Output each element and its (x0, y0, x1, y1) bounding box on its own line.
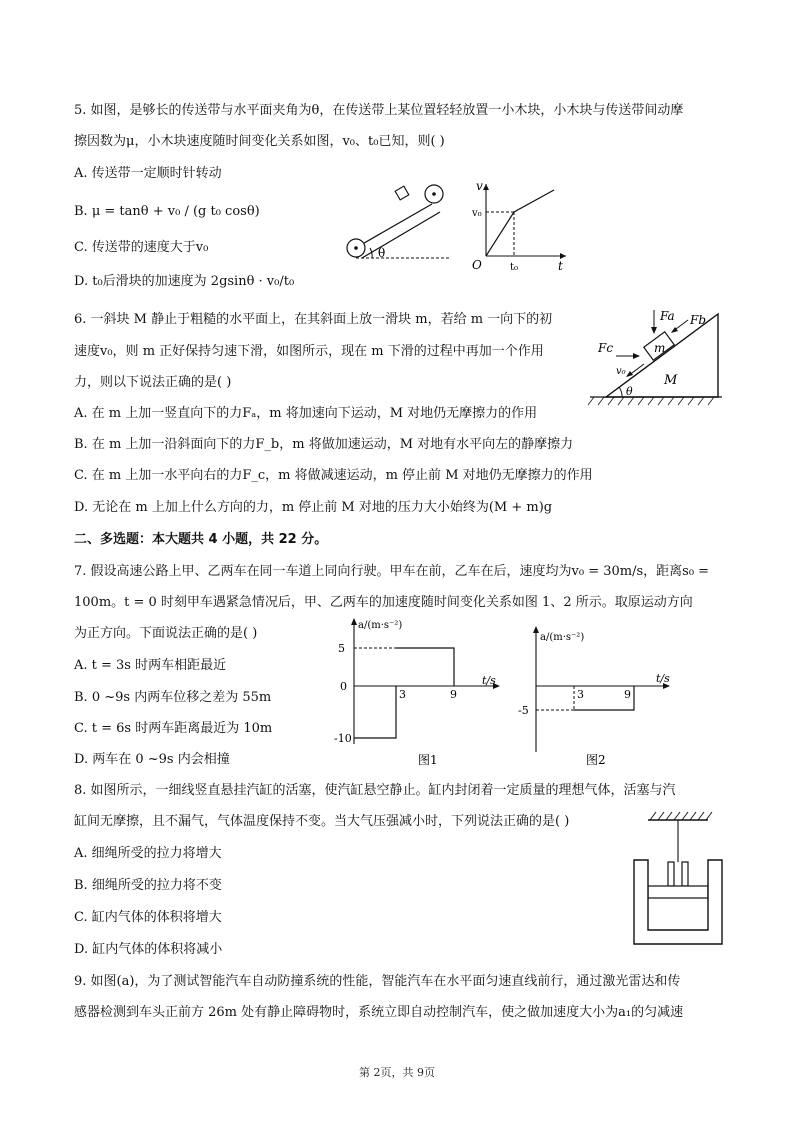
page-footer: 第 2页，共 9页 (359, 1066, 435, 1079)
q7-stem-line3: 为正方向。下面说法正确的是( ) (74, 626, 258, 641)
q7-fig2-xlabel: t/s (656, 672, 670, 685)
q6-stem-line2: 速度v₀，则 m 正好保持匀速下滑，如图所示，现在 m 下滑的过程中再加一个作用 (74, 344, 544, 359)
q7-fig1-x9: 9 (450, 688, 457, 701)
q6-fig-fb: Fb (690, 313, 707, 327)
q7-fig1-ylabel: a/(m·s⁻²) (358, 620, 403, 631)
section-heading-multiple-choice: 二、多选题：本大题共 4 小题，共 22 分。 (74, 532, 328, 547)
q5-stem-line1: 5. 如图，是够长的传送带与水平面夹角为θ，在传送带上某位置轻轻放置一小木块，小木块与传送带间动摩 (74, 103, 684, 118)
q5-graph-xlabel: t (558, 259, 563, 273)
q5-graph-v0: v₀ (472, 208, 482, 219)
q8-cylinder-figure (628, 810, 724, 948)
q7-option-d: D. 两车在 0 ~9s 内会相撞 (74, 752, 230, 767)
q8-stem-line1: 8. 如图所示，一细线竖直悬挂汽缸的活塞，使汽缸悬空静止。缸内封闭着一定质量的理想气体，活塞与汽 (74, 783, 676, 798)
q7-option-c: C. t = 6s 时两车距离最近为 10m (74, 721, 273, 736)
q8-stem-line2: 缸间无摩擦，且不漏气，气体温度保持不变。当大气压强减小时，下列说法正确的是( ) (74, 814, 570, 829)
q8-option-b: B. 细绳所受的拉力将不变 (74, 878, 222, 893)
q5-vt-graph (466, 178, 576, 273)
q7-option-a: A. t = 3s 时两车相距最近 (74, 658, 227, 673)
q7-fig1-x3: 3 (399, 688, 406, 701)
q7-fig1-y-zero: 0 (340, 680, 347, 693)
q5-stem-line2: 擦因数为μ，小木块速度随时间变化关系如图，v₀、t₀已知，则( ) (74, 134, 445, 149)
q7-fig2-ylabel: a/(m·s⁻²) (540, 632, 585, 643)
q6-fig-v0: v₀ (616, 366, 626, 377)
q8-option-c: C. 缸内气体的体积将增大 (74, 910, 222, 925)
q6-fig-m: m (654, 341, 666, 355)
q7-fig1-caption: 图1 (418, 753, 438, 767)
q6-fig-fc: Fc (598, 341, 614, 355)
q7-option-b: B. 0 ~9s 内两车位移之差为 55m (74, 690, 272, 705)
q5-option-b: B. μ = tanθ + v₀ / (g t₀ cosθ) (74, 204, 260, 219)
q6-fig-theta: θ (626, 385, 633, 398)
q7-fig1-y-neg: -10 (334, 732, 352, 745)
q7-stem-line1: 7. 假设高速公路上甲、乙两车在同一车道上同向行驶。甲车在前，乙车在后，速度均为v₀ = 30m/s，距离s₀ = (74, 564, 710, 579)
q6-fig-fa: Fa (660, 309, 675, 323)
q8-option-d: D. 缸内气体的体积将减小 (74, 942, 223, 957)
q5-option-d: D. t₀后滑块的加速度为 2gsinθ · v₀/t₀ (74, 274, 295, 289)
q6-incline-figure (586, 302, 726, 410)
q5-option-c: C. 传送带的速度大于v₀ (74, 240, 209, 255)
q7-fig1-y-pos: 5 (338, 642, 345, 655)
q9-stem-line1: 9. 如图(a)，为了测试智能汽车自动防撞系统的性能，智能汽车在水平面匀速直线前行，通过激光雷达和传 (74, 974, 681, 989)
q6-fig-M: M (664, 373, 678, 388)
q7-stem-line2: 100m。t = 0 时刻甲车遇紧急情况后，甲、乙两车的加速度随时间变化关系如图 1、2 所示。取原运动方向 (74, 595, 693, 610)
q7-figure-1-graph (332, 614, 512, 774)
q7-fig2-x3: 3 (577, 688, 584, 701)
q7-fig2-y-neg: -5 (518, 704, 529, 717)
q6-stem-line1: 6. 一斜块 M 静止于粗糙的水平面上，在其斜面上放一滑块 m，若给 m 一向下的初 (74, 312, 553, 327)
q6-option-d: D. 无论在 m 上加上什么方向的力，m 停止前 M 对地的压力大小始终为(M + m)g (74, 500, 553, 515)
q5-fig-theta: θ (378, 246, 386, 260)
q9-stem-line2: 感器检测到车头正前方 26m 处有静止障碍物时，系统立即自动控制汽车，使之做加速度大小为a₁的匀减速 (74, 1005, 684, 1020)
q7-fig2-x9: 9 (624, 688, 631, 701)
q5-conveyor-figure (340, 180, 460, 270)
q5-graph-ylabel: v (476, 179, 483, 193)
q5-option-a: A. 传送带一定顺时针转动 (74, 166, 222, 181)
q6-option-c: C. 在 m 上加一水平向右的力F_c，m 将做减速运动，m 停止前 M 对地仍无摩擦力的作用 (74, 468, 593, 483)
q5-graph-t0: t₀ (510, 262, 519, 273)
q8-option-a: A. 细绳所受的拉力将增大 (74, 846, 222, 861)
q7-fig1-xlabel: t/s (482, 674, 496, 687)
q6-option-a: A. 在 m 上加一竖直向下的力Fₐ，m 将加速向下运动，M 对地仍无摩擦力的作用 (74, 406, 538, 421)
q5-graph-origin: O (472, 258, 482, 272)
q6-stem-line3: 力，则以下说法正确的是( ) (74, 375, 232, 390)
q7-figure-2-graph (518, 622, 688, 772)
q6-option-b: B. 在 m 上加一沿斜面向下的力F_b，m 将做加速运动，M 对地有水平向左的静摩擦力 (74, 437, 574, 452)
q7-fig2-caption: 图2 (586, 753, 606, 767)
